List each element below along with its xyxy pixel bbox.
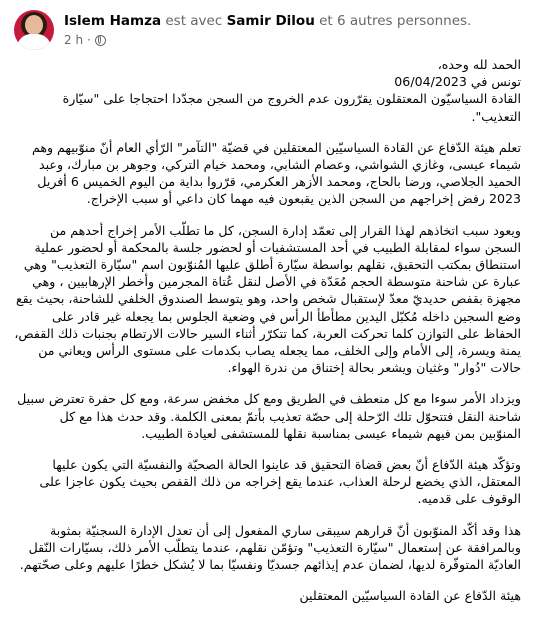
avatar-body: [17, 34, 51, 50]
post-body: [14, 56, 521, 604]
post-time[interactable]: 2 h: [64, 33, 84, 47]
and-others-text[interactable]: et 6 autres personnes.: [319, 13, 472, 29]
globe-icon[interactable]: [95, 35, 106, 46]
tagged-person[interactable]: Samir Dilou: [226, 13, 315, 29]
post-title-line: [64, 12, 471, 30]
post-header: [14, 10, 525, 54]
headline-paragraph: القادة السياسيّون المعتقلون يقرّرون عدم الخروج من السجن مجدّدا احتجاجا على "سيّارة التعذيب".: [62, 91, 521, 124]
avatar-face: [25, 15, 43, 35]
paragraph-3: ويزداد الأمر سوءا مع كل منعطف في الطريق ومع كل مخفض سرعة، ومع كل حفرة تعترض سبيل شاحنة النقل فتتحوّل تلك الرّحلة إلى حصّة تعذيب بأتمّ بمعنى الكلمة. وقد حدث هذا مع كل المنوّبين بمن فيهم شيماء عيسى بمناسبة نقلها للمستشفى لعيادة الطبيب.: [17, 391, 521, 441]
paragraph-1: تعلم هيئة الدّفاع عن القادة السياسيّين المعتقلين في قضيّة "التآمر" الرّأي العام أنّ منوّبيهم وهم شيماء عيسى، وغازي الشواشي، وعصام الشابي، ومحمد خيام التركي، وجوهر بن مبارك، وعبد الحميد الجلاصي، ورضا بالحاج، ومحمد الأزهر العكرمي، قرّروا بداية من اليوم الخميس 6 أفريل 2023 رفض إخراجهم من السجن الذين يقبعون فيه مهما كان داعي أو سبب الإخراج.: [31, 139, 521, 207]
with-text: est avec: [165, 13, 223, 29]
author-avatar[interactable]: [14, 10, 54, 50]
author-name[interactable]: Islem Hamza: [64, 13, 162, 29]
paragraph-2: ويعود سبب اتخاذهم لهذا القرار إلى تعمّد إدارة السجن، كل ما تطلّب الأمر إخراج أحدهم من السجن سواء لمقابلة الطبيب في أحد المستشفيات أو لحضور جلسة بالمحكمة أو لحضور عملية استنطاق بمكتب التحقيق، نقلهم بواسطة سيّارة أطلق عليها المُنوّبون اسم "سيّارة التعذيب" وهي عبارة عن شاحنة متوسطة الحجم مُعَدّة في الأصل لنقل عُتاة المجرمين وأخطر الإرهابيين ، وهي مجهزة بقفص حديديّ معدّ لإستقبال شخص واحد، وهو يتوسط الصندوق الخلفي للشاحنة، بحيث يقع وضع السجين داخله مُكبّل اليدين مطأطأ الرأس في وضعية الجلوس بما يجعله غير قادر على الحفاظ على التوازن كلما تحركت العربة، كما تتكرّر أثناء السير حالات الارتطام بجنبات ذلك القفص، يمنة ويسرة، إلى الأمام وإلى الخلف، مما يجعله يصاب بكدمات على مستوى الرأس ويعاني من حالات "دُوار" وغثيان ويشعر بحالة إختناق من ندرة الهواء.: [14, 222, 521, 376]
post-meta: [64, 32, 106, 48]
signature-line: هيئة الدّفاع عن القادة السياسيّين المعتقلين: [299, 588, 521, 604]
date-line: تونس في 06/04/2023: [394, 74, 521, 90]
meta-separator: ·: [87, 33, 91, 47]
paragraph-5: هذا وقد أكّد المنوّبون أنّ قرارهم سيبقى ساري المفعول إلى أن تعدل الإدارة السجنيّة بمثوبة وبالمرافقة عن إستعمال "سيّارة التعذيب" وتؤمّن نقلهم، عندما يتطلّب الأمر ذلك، بسيّارات النّقل العاديّة المتوفّرة لديها، لضمان عدم إيذائهم جسديّا ونفسيّا بما لا يُشكل خطرًا عليهم وعلى صحّتهم.: [19, 522, 521, 573]
paragraph-4: وتؤكّد هيئة الدّفاع أنّ بعض قضاة التحقيق قد عاينوا الحالة الصحيّة والنفسيّة التي يكون عليها المعتقل، الذي يخضع لرحلة العذاب، عندما يقع إخراجه من ذلك القفص بحيث يكون عاجزا على الوقوف على قدميه.: [39, 457, 521, 507]
greeting-line: الحمد لله وحده،: [437, 57, 521, 72]
